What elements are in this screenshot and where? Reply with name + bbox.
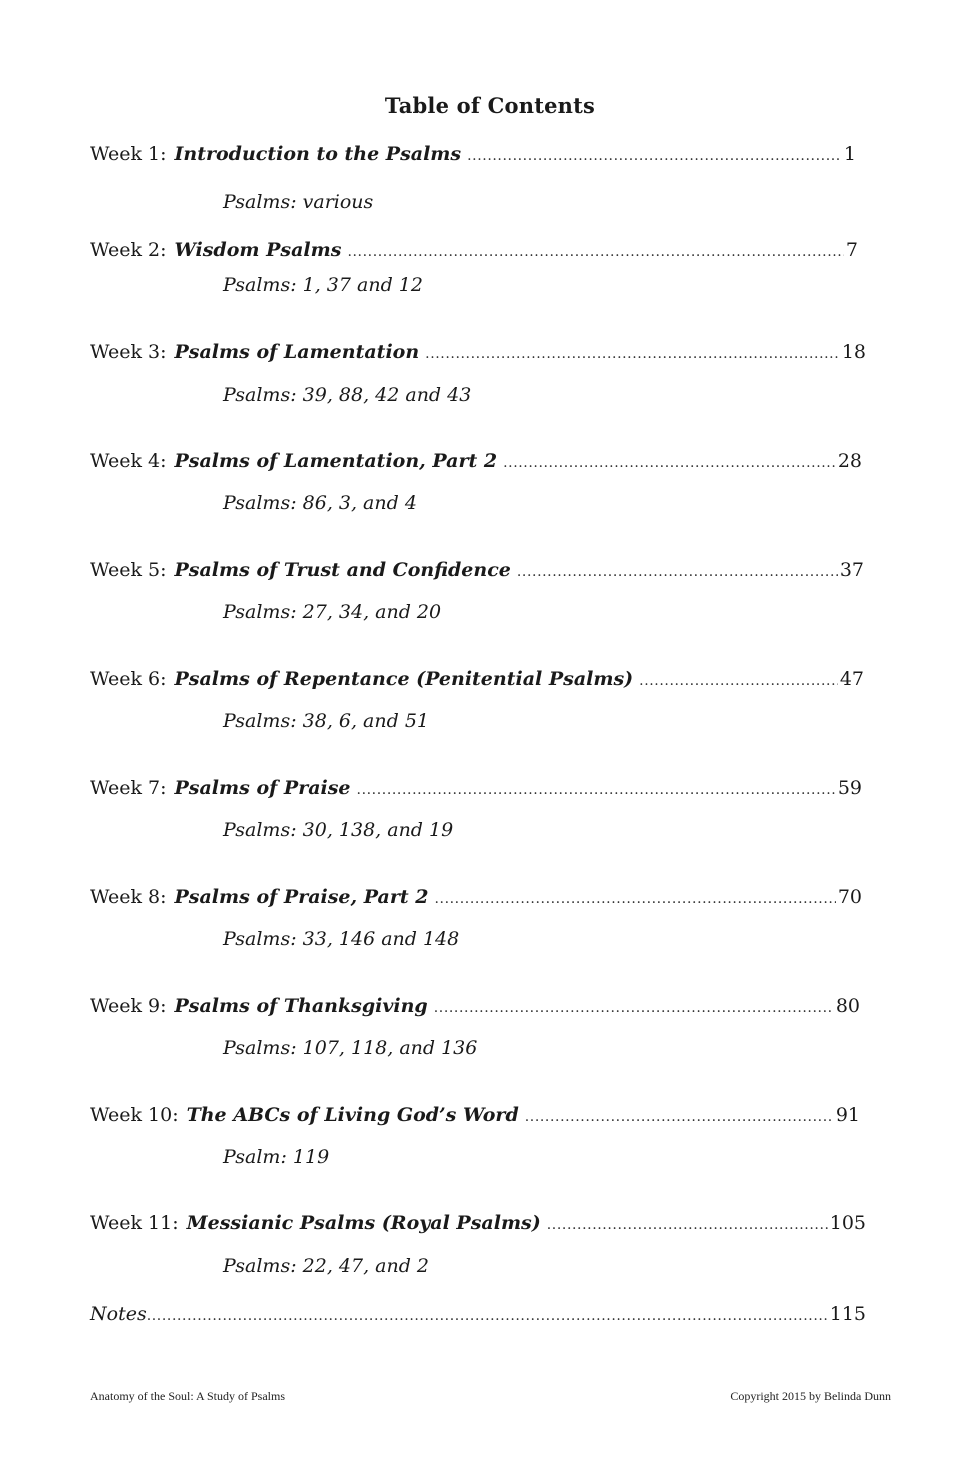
toc-entry-week-10 (90, 1103, 860, 1127)
entry-title: Psalms of Lamentation, Part 2 (174, 450, 498, 472)
psalms-list: Psalms: 33, 146 and 148 (223, 928, 460, 950)
dot-leader (425, 342, 840, 366)
week-label: Week 1: (90, 143, 167, 165)
dot-leader (467, 144, 842, 168)
entry-title: Psalms of Repentance (Penitential Psalms) (174, 668, 634, 690)
page-number: 47 (839, 668, 864, 690)
week-label: Week 5: (90, 559, 167, 581)
week-label: Week 10: (90, 1104, 179, 1126)
dot-leader (503, 451, 836, 475)
week-label: Week 7: (90, 777, 167, 799)
week-label: Week 9: (90, 995, 167, 1017)
entry-title: Psalms of Praise, Part 2 (174, 886, 429, 908)
entry-title: Messianic Psalms (Royal Psalms) (186, 1212, 541, 1234)
entry-title: Psalms of Trust and Confidence (174, 559, 511, 581)
toc-entry-week-11 (90, 1211, 866, 1235)
psalms-list: Psalms: 1, 37 and 12 (223, 274, 423, 296)
psalms-list: Psalms: 22, 47, and 2 (223, 1255, 430, 1277)
dot-leader (434, 887, 835, 911)
dot-leader (547, 1213, 828, 1237)
footer-book-title: Anatomy of the Soul: A Study of Psalms (90, 1389, 286, 1403)
psalms-list: Psalms: 39, 88, 42 and 43 (223, 384, 472, 406)
psalms-list: Psalms: 107, 118, and 136 (223, 1037, 478, 1059)
page-number: 59 (837, 777, 862, 799)
page-number: 7 (845, 239, 858, 261)
dot-leader (525, 1105, 834, 1129)
week-label: Week 6: (90, 668, 167, 690)
page-number: 91 (835, 1104, 860, 1126)
dot-leader (434, 996, 834, 1020)
toc-entry-week-4 (90, 449, 862, 473)
psalms-list: Psalms: 30, 138, and 19 (223, 819, 454, 841)
page-number: 37 (839, 559, 864, 581)
entry-title: The ABCs of Living God’s Word (186, 1104, 519, 1126)
page-number: 28 (837, 450, 862, 472)
toc-entry-week-9 (90, 994, 860, 1018)
toc-entry-week-7 (90, 776, 862, 800)
entry-title: Wisdom Psalms (174, 239, 342, 261)
dot-leader (347, 240, 843, 264)
page-title: Table of Contents (384, 93, 596, 118)
page-number: 1 (843, 143, 856, 165)
page-number: 70 (837, 886, 862, 908)
page-number: 80 (835, 995, 860, 1017)
psalms-list: Psalms: 86, 3, and 4 (223, 492, 417, 514)
toc-entry-week-2 (90, 238, 858, 262)
week-label: Week 4: (90, 450, 167, 472)
psalms-list: Psalms: 38, 6, and 51 (223, 710, 430, 732)
week-label: Week 2: (90, 239, 167, 261)
page-number: 105 (829, 1212, 866, 1234)
toc-entry-week-1 (90, 142, 856, 166)
toc-entry-week-3 (90, 340, 866, 364)
dot-leader (147, 1304, 828, 1328)
toc-entry-week-8 (90, 885, 862, 909)
toc-entry-notes (90, 1302, 866, 1326)
psalms-list: Psalm: 119 (223, 1146, 330, 1168)
week-label: Week 11: (90, 1212, 179, 1234)
week-label: Week 3: (90, 341, 167, 363)
entry-title: Psalms of Thanksgiving (174, 995, 428, 1017)
toc-entry-week-5 (90, 558, 864, 582)
entry-title: Introduction to the Psalms (174, 143, 462, 165)
footer-copyright: Copyright 2015 by Belinda Dunn (730, 1389, 891, 1403)
week-label: Week 8: (90, 886, 167, 908)
dot-leader (357, 778, 836, 802)
entry-title: Notes (90, 1303, 147, 1325)
entry-title: Psalms of Praise (174, 777, 351, 799)
psalms-list: Psalms: 27, 34, and 20 (223, 601, 442, 623)
toc-entry-week-6 (90, 667, 864, 691)
entry-title: Psalms of Lamentation (174, 341, 420, 363)
dot-leader (517, 560, 838, 584)
dot-leader (639, 669, 838, 693)
page-number: 18 (841, 341, 866, 363)
page-number: 115 (829, 1303, 866, 1325)
psalms-list: Psalms: various (223, 191, 374, 213)
